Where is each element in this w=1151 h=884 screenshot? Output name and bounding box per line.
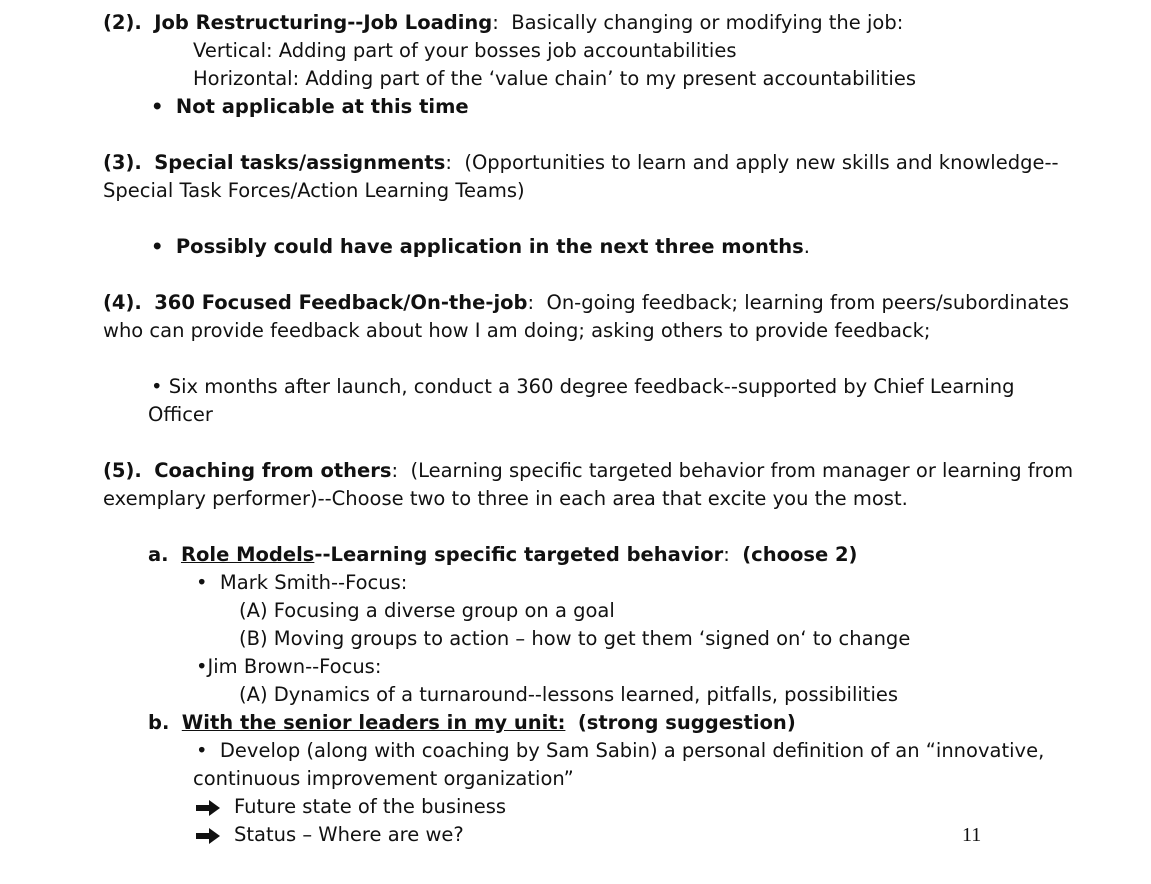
section-4-heading <box>103 289 1069 317</box>
section-5-title: Coaching from others <box>154 459 392 482</box>
section-2-description: Basically changing or modifying the job: <box>511 11 904 34</box>
role-models-colon: : <box>723 543 730 566</box>
senior-leaders-suggestion: (strong suggestion) <box>577 711 796 734</box>
section-3-description-continued: Special Task Forces/Action Learning Teams) <box>103 179 525 202</box>
section-4-description: On-going feedback; learning from peers/subordinates <box>546 291 1070 314</box>
role-model-jim-brown <box>196 653 381 681</box>
role-model-mark-smith <box>196 569 407 597</box>
bullet-icon: • <box>196 739 208 762</box>
section-2-bullet-text: Not applicable at this time <box>175 95 469 118</box>
section-5-heading <box>103 457 1073 485</box>
role-models-title: Role Models <box>180 543 315 566</box>
focus-item: (A) Focusing a diverse group on a goal <box>239 599 615 622</box>
arrow-item-text: Status – Where are we? <box>234 823 464 846</box>
bullet-icon: • <box>151 235 164 258</box>
senior-leaders-heading <box>148 709 796 737</box>
section-4-description-continued: who can provide feedback about how I am doing; asking others to provide feedback; <box>103 319 931 342</box>
bullet-icon: • <box>196 655 208 678</box>
section-3-heading <box>103 149 1059 177</box>
role-models-choose: (choose 2) <box>742 543 858 566</box>
role-models-heading <box>148 541 857 569</box>
section-4-colon: : <box>527 291 535 314</box>
section-4-bullet-continued: Officer <box>148 403 213 426</box>
section-5-colon: : <box>391 459 399 482</box>
section-5-number: (5). <box>103 459 142 482</box>
section-3-bullet-period: . <box>803 235 810 258</box>
section-3-title: Special tasks/assignments <box>154 151 446 174</box>
right-arrow-icon <box>196 828 220 844</box>
focus-item: (B) Moving groups to action – how to get them ‘signed on‘ to change <box>239 627 911 650</box>
section-4-title: 360 Focused Feedback/On-the-job <box>154 291 528 314</box>
arrow-list-item <box>196 821 464 849</box>
section-5-description-continued: exemplary performer)--Choose two to three in each area that excite you the most. <box>103 487 908 510</box>
page-number: 11 <box>962 824 982 846</box>
item-b-letter: b. <box>148 711 170 734</box>
senior-leaders-bullet <box>196 737 1044 765</box>
focus-item: (A) Dynamics of a turnaround--lessons learned, pitfalls, possibilities <box>239 683 899 706</box>
section-4-bullet <box>151 373 1015 401</box>
section-2-bullet <box>151 93 469 121</box>
role-models-subtitle: --Learning specific targeted behavior <box>314 543 724 566</box>
arrow-list-item <box>196 793 506 821</box>
section-3-number: (3). <box>103 151 142 174</box>
senior-leaders-title: With the senior leaders in my unit: <box>181 711 566 734</box>
senior-leaders-bullet-continued: continuous improvement organization” <box>193 767 574 790</box>
item-a-letter: a. <box>148 543 169 566</box>
right-arrow-icon <box>196 800 220 816</box>
section-3-bullet <box>151 233 810 261</box>
section-3-bullet-text: Possibly could have application in the next three months <box>175 235 804 258</box>
role-model-name: Jim Brown--Focus: <box>207 655 382 678</box>
section-2-heading <box>103 9 903 37</box>
section-5-description: (Learning specific targeted behavior from manager or learning from <box>410 459 1074 482</box>
bullet-icon: • <box>196 571 208 594</box>
section-3-description: (Opportunities to learn and apply new skills and knowledge-- <box>464 151 1059 174</box>
bullet-icon: • <box>151 375 163 398</box>
section-3-colon: : <box>445 151 452 174</box>
section-4-number: (4). <box>103 291 142 314</box>
section-2-horizontal: Horizontal: Adding part of the ‘value chain’ to my present accountabilities <box>193 67 917 90</box>
role-model-name: Mark Smith--Focus: <box>219 571 408 594</box>
section-2-vertical: Vertical: Adding part of your bosses job accountabilities <box>193 39 737 62</box>
arrow-item-text: Future state of the business <box>234 795 507 818</box>
section-2-number: (2). <box>103 11 142 34</box>
section-2-title: Job Restructuring--Job Loading <box>154 11 493 34</box>
section-4-bullet-text: Six months after launch, conduct a 360 degree feedback--supported by Chief Learning <box>168 375 1015 398</box>
bullet-icon: • <box>151 95 164 118</box>
senior-leaders-bullet-text: Develop (along with coaching by Sam Sabin) a personal definition of an “innovative, <box>219 739 1045 762</box>
section-2-colon: : <box>492 11 499 34</box>
